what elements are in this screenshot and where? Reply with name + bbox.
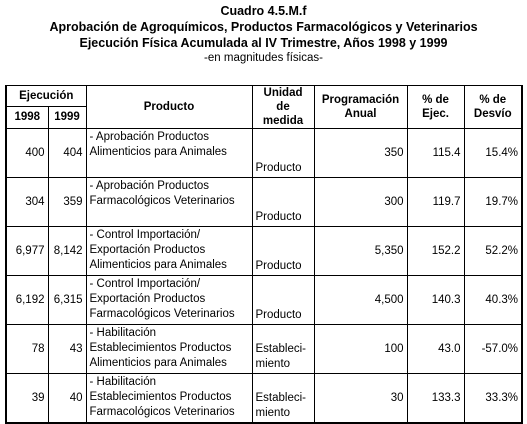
producto-line: Alimenticios para Animales [89, 357, 227, 369]
unidad-line: miento [255, 358, 291, 370]
header-unidad-line2: medida [262, 115, 304, 127]
cell-producto [86, 276, 252, 325]
cell-1999: 359 [48, 178, 86, 227]
producto-line: Establecimientos Productos [89, 342, 232, 354]
cell-1998: 6,977 [6, 227, 48, 276]
cell-1999: 404 [48, 129, 86, 178]
producto-line: - Habilitación [89, 376, 156, 388]
unidad-line: miento [255, 407, 291, 419]
cell-1998: 78 [6, 325, 48, 374]
table-number: Cuadro 4.5.M.f [220, 4, 307, 18]
header-producto: Producto [86, 86, 252, 129]
cell-programacion: 350 [314, 129, 407, 178]
header-programacion-line2: Anual [344, 108, 377, 120]
cell-1999: 8,142 [48, 227, 86, 276]
cell-desvio: 19.7% [464, 178, 522, 227]
unidad-line: Producto [255, 260, 302, 272]
table-subtitle: Ejecución Física Acumulada al IV Trimestre, Años 1998 y 1999 [79, 36, 448, 50]
cell-desvio: 33.3% [464, 374, 522, 424]
table-units-note: -en magnitudes físicas- [204, 52, 323, 64]
table-row [6, 276, 522, 325]
cell-ejec: 43.0 [407, 325, 464, 374]
cell-unidad [252, 227, 314, 276]
cell-programacion: 5,350 [314, 227, 407, 276]
cell-1999: 6,315 [48, 276, 86, 325]
cell-programacion: 100 [314, 325, 407, 374]
cell-programacion: 30 [314, 374, 407, 424]
table-row [6, 178, 522, 227]
producto-line: Farmacológicos Veterinarios [89, 195, 235, 207]
cell-programacion: 4,500 [314, 276, 407, 325]
cell-ejec: 119.7 [407, 178, 464, 227]
data-table [5, 85, 523, 424]
header-unidad-line1: Unidad de [263, 87, 303, 113]
cell-desvio: 40.3% [464, 276, 522, 325]
producto-line: Establecimientos Productos [89, 391, 232, 403]
table-title: Aprobación de Agroquímicos, Productos Farmacológicos y Veterinarios [49, 20, 478, 34]
header-year-1999: 1999 [48, 106, 86, 128]
cell-ejec: 133.3 [407, 374, 464, 424]
cell-1998: 304 [6, 178, 48, 227]
cell-ejec: 115.4 [407, 129, 464, 178]
unidad-line: Producto [255, 162, 302, 174]
cell-unidad [252, 276, 314, 325]
cell-desvio: 15.4% [464, 129, 522, 178]
cell-1998: 39 [6, 374, 48, 424]
cell-1998: 6,192 [6, 276, 48, 325]
cell-programacion: 300 [314, 178, 407, 227]
unidad-line: Estableci- [255, 392, 307, 404]
producto-line: - Habilitación [89, 327, 156, 339]
producto-line: Alimenticios para Animales [89, 146, 227, 158]
cell-unidad [252, 178, 314, 227]
table-body [6, 129, 522, 424]
header-unidad [252, 86, 314, 129]
producto-line: - Control Importación/ [89, 278, 201, 290]
cell-1999: 43 [48, 325, 86, 374]
cell-producto [86, 129, 252, 178]
cell-ejec: 152.2 [407, 227, 464, 276]
header-desvio [464, 86, 522, 129]
header-ejec-line2: Ejec. [422, 108, 449, 120]
title-block [0, 3, 527, 65]
table-row [6, 129, 522, 178]
header-desvio-line2: Desvío [473, 108, 512, 120]
cell-producto [86, 325, 252, 374]
producto-line: - Aprobación Productos [89, 180, 210, 192]
producto-line: Exportación Productos [89, 244, 206, 256]
cell-1998: 400 [6, 129, 48, 178]
producto-line: Farmacológicos Veterinarios [89, 406, 235, 418]
cell-desvio: 52.2% [464, 227, 522, 276]
unidad-line: Producto [255, 211, 302, 223]
header-programacion-line1: Programación [321, 94, 400, 106]
table-row [6, 374, 522, 424]
cell-unidad [252, 325, 314, 374]
cell-unidad [252, 374, 314, 424]
cell-desvio: -57.0% [464, 325, 522, 374]
producto-line: - Control Importación/ [89, 229, 201, 241]
cell-producto [86, 374, 252, 424]
cell-1999: 40 [48, 374, 86, 424]
header-ejec-line1: % de [422, 94, 449, 106]
header-ejecucion: Ejecución [6, 86, 86, 107]
header-desvio-line1: % de [479, 94, 507, 106]
producto-line: Alimenticios para Animales [89, 259, 227, 271]
producto-line: Exportación Productos [89, 293, 206, 305]
table-row [6, 325, 522, 374]
header-ejec [407, 86, 464, 129]
unidad-line: Producto [255, 309, 302, 321]
header-year-1998: 1998 [6, 106, 48, 128]
cell-ejec: 140.3 [407, 276, 464, 325]
cell-producto [86, 227, 252, 276]
unidad-line: Estableci- [255, 343, 307, 355]
table-row [6, 227, 522, 276]
cell-producto [86, 178, 252, 227]
producto-line: Farmacológicos Veterinarios [89, 308, 235, 320]
producto-line: - Aprobación Productos [89, 131, 210, 143]
header-programacion [314, 86, 407, 129]
cell-unidad [252, 129, 314, 178]
